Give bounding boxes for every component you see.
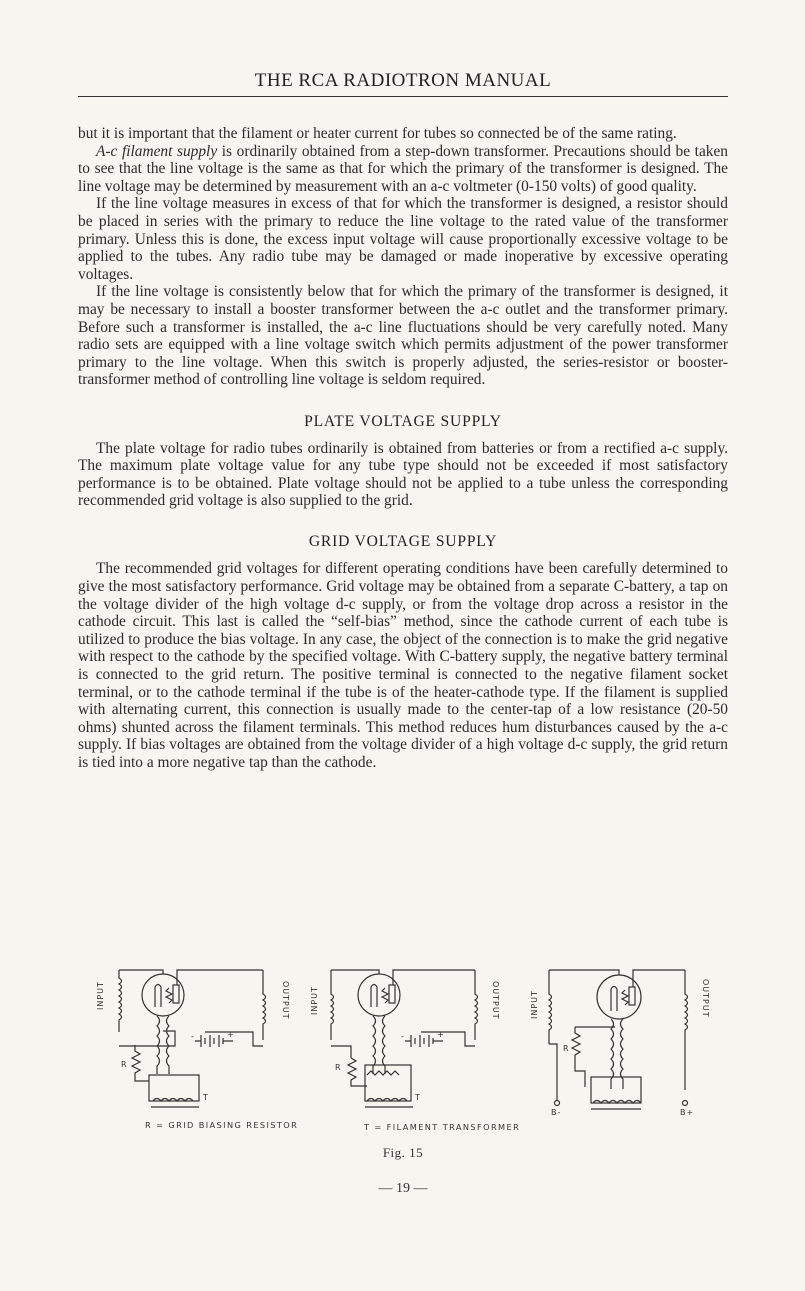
resistor-3 [572, 1027, 615, 1087]
output-coil-2 [475, 970, 478, 1040]
label-b-minus: B- [551, 1108, 562, 1117]
label-r-2: R [335, 1063, 342, 1072]
header-rule [78, 96, 728, 97]
input-coil-1 [119, 970, 122, 1032]
paragraph-2-lead: A-c filament supply [96, 142, 218, 160]
input-coil-2 [331, 970, 334, 1040]
tube-2 [358, 974, 400, 1016]
label-r-1: R [121, 1060, 128, 1069]
resistor-1 [132, 1045, 149, 1081]
paragraph-4: If the line voltage is consistently below that for which the primary of the transformer is designed, it may be necessary to install a booster transformer between the a-c outlet and the transformer primary. Before such a transformer is installed, the a-c line fluctuations should be very carefully noted. Many radio sets are equipped with a line voltage switch which permits adjustment of the power transformer primary to the line voltage. When this switch is properly adjusted, the series-resistor or booster-transformer method of controlling line voltage is seldom required. [78, 283, 728, 389]
label-minus-1: - [191, 1032, 195, 1041]
caption-filament-transformer: T = FILAMENT TRANSFORMER [364, 1122, 521, 1132]
body-text [78, 125, 728, 772]
label-output-1: OUTPUT [281, 981, 290, 1020]
label-plus-1: + [227, 1030, 235, 1039]
paragraph-2-text: is ordinarily obtained from a step-down transformer. Precautions should be taken to see that the line voltage is the same as that for which the primary of the transformer is designed. The line voltage may be determined by measurement with an a-c voltmeter (0-150 volts) of good quality. [78, 142, 728, 195]
figure-15 [95, 955, 715, 1135]
grid-voltage-paragraph: The recommended grid voltages for different operating conditions have been carefully determined to give the most satisfactory performance. Grid voltage may be obtained from a separate C-battery, a tap on the voltage divider of the high voltage d-c supply, or from the voltage drop across a resistor in the cathode circuit. This last is called the “self-bias” method, since the cathode current of each tube is utilized to produce the bias voltage. In any case, the object of the connection is to make the grid negative with respect to the cathode by the specified voltage. With C-battery supply, the negative battery terminal is connected to the grid return. The positive terminal is connected to the negative filament socket terminal, or to the cathode terminal if the tube is of the heater-cathode type. If the filament is supplied with alternating current, this connection is usually made to the center-tap of a low resistance (20-50 ohms) shunted across the filament terminals. This method reduces hum disturbances caused by the a-c supply. If bias voltages are obtained from the voltage divider of a high voltage d-c supply, the grid return is tied into a more negative tap than the cathode. [78, 560, 728, 771]
label-output-3: OUTPUT [701, 979, 710, 1018]
bias-circuit-diagrams [95, 955, 715, 1135]
output-coil-3 [685, 970, 688, 1090]
running-title: THE RCA RADIOTRON MANUAL [254, 70, 552, 91]
label-input-1: INPUT [96, 981, 105, 1010]
label-output-2: OUTPUT [491, 981, 500, 1020]
circuit-c-battery [96, 970, 290, 1107]
paragraph-2 [78, 143, 728, 196]
resistor-2 [348, 1058, 367, 1086]
plate-voltage-heading: PLATE VOLTAGE SUPPLY [304, 412, 502, 430]
label-b-plus: B+ [680, 1108, 695, 1117]
paragraph-1: but it is important that the filament or heater current for tubes so connected be of the same rating. [78, 125, 677, 142]
label-t-1: T [203, 1093, 209, 1102]
plate-voltage-paragraph: The plate voltage for radio tubes ordinarily is obtained from batteries or from a rectified a-c supply. The maximum plate voltage value for any tube type should not be exceeded if most satisfactory performance is to be obtained. Plate voltage should not be applied to a tube unless the corresponding recommended grid voltage is also supplied to the grid. [78, 439, 728, 510]
tube-1 [142, 974, 184, 1016]
transformer-3 [593, 1101, 641, 1104]
label-minus-2: - [401, 1032, 405, 1041]
label-t-2: T [415, 1093, 421, 1102]
circuit-self-bias [530, 970, 710, 1117]
center-tap-resistor [367, 1071, 399, 1075]
page-number: — 19 — [378, 1181, 428, 1196]
label-plus-2: + [437, 1030, 445, 1039]
circuit-center-tap [310, 970, 500, 1107]
b-minus-terminal [555, 1101, 560, 1106]
label-input-2: INPUT [310, 986, 319, 1015]
paragraph-3: If the line voltage measures in excess of that for which the transformer is designed, a resistor should be placed in series with the primary to reduce the line voltage to the rated value of the transformer primary. Unless this is done, the excess input voltage will cause proportionally excessive voltage to be applied to the tubes. Any radio tube may be damaged or made inoperative by excessive operating voltages. [78, 195, 728, 283]
label-r-3: R [563, 1044, 570, 1053]
b-plus-terminal [683, 1101, 688, 1106]
caption-grid-biasing-resistor: R = GRID BIASING RESISTOR [145, 1120, 299, 1130]
output-coil-1 [263, 970, 266, 1040]
grid-voltage-heading: GRID VOLTAGE SUPPLY [308, 532, 498, 550]
figure-number: Fig. 15 [382, 1145, 424, 1160]
label-input-3: INPUT [530, 990, 539, 1019]
input-coil-3 [549, 970, 552, 1044]
